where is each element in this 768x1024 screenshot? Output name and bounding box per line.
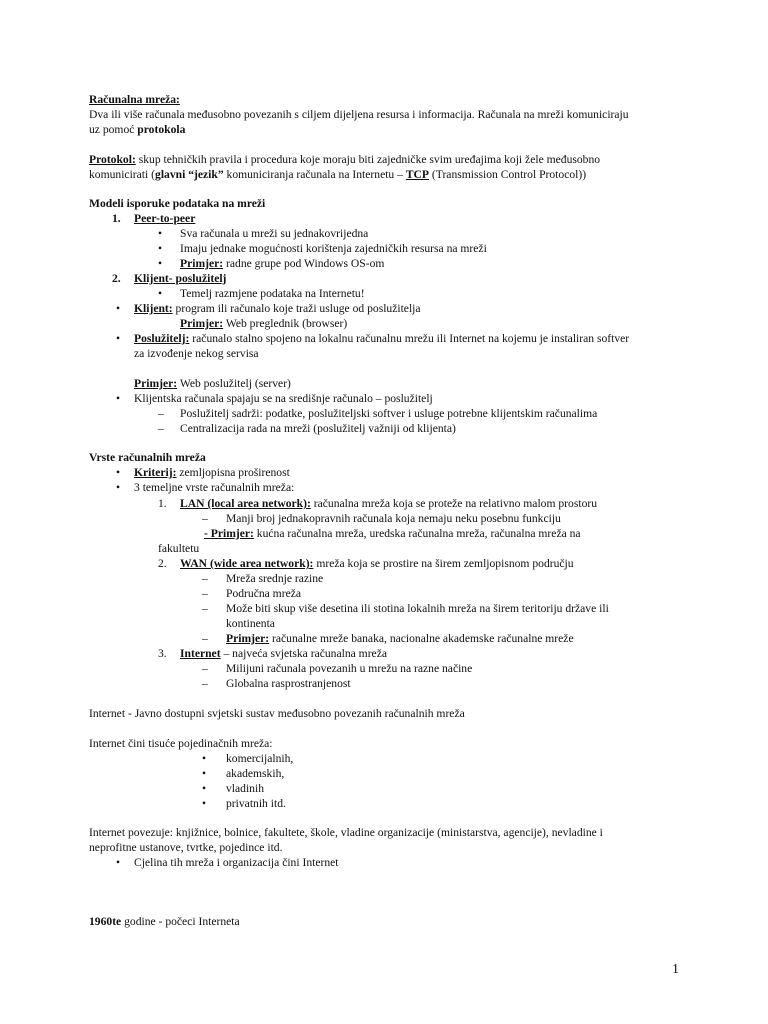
bullet-marker: • — [158, 287, 163, 300]
list-item-title: Klijent- poslužitelj — [134, 272, 227, 285]
list-item: Centralizacija rada na mreži (poslužitelj važniji od klijenta) — [180, 422, 456, 435]
list-item: Imaju jednake mogućnosti korištenja zajedničkih resursa na mreži — [180, 242, 487, 255]
list-number: 1. — [112, 212, 121, 225]
list-item: Primjer: radne grupe pod Windows OS-om — [180, 257, 385, 270]
dash-marker: – — [158, 422, 164, 435]
list-item: Mreža srednje razine — [226, 572, 324, 585]
list-item: Primjer: Web preglednik (browser) — [180, 317, 348, 330]
list-item: LAN (local area network): računalna mreža koja se proteže na relativno malom prostoru — [180, 497, 598, 510]
bullet-marker: • — [202, 797, 207, 810]
list-item: Sva računala u mreži su jednakovrijedna — [180, 227, 369, 240]
list-item: - Primjer: kućna računalna mreža, uredska računalna mreža, računalna mreža na — [204, 527, 581, 540]
list-number: 2. — [112, 272, 121, 285]
list-item: WAN (wide area network): mreža koja se prostire na širem zemljopisnom području — [180, 557, 574, 570]
bullet-marker: • — [116, 392, 121, 405]
list-item: Područna mreža — [226, 587, 302, 600]
bullet-marker: • — [202, 767, 207, 780]
list-item: Kriterij: zemljopisna proširenost — [134, 466, 290, 479]
bullet-marker: • — [202, 752, 207, 765]
list-item: kontinenta — [226, 617, 275, 630]
bullet-marker: • — [158, 227, 163, 240]
dash-marker: – — [202, 662, 208, 675]
bullet-marker: • — [158, 257, 163, 270]
bullet-marker: • — [116, 856, 121, 869]
list-item: Temelj razmjene podataka na Internetu! — [180, 287, 365, 300]
list-item: Milijuni računala povezanih u mrežu na razne načine — [226, 662, 473, 675]
paragraph-line: komunicirati (glavni “jezik” komuniciranja računala na Internetu – TCP (Transmission Control Protocol)) — [89, 168, 587, 181]
bullet-marker: • — [116, 466, 121, 479]
list-item: Cjelina tih mreža i organizacija čini Internet — [134, 856, 339, 869]
list-item: Klijentska računala spajaju se na središnje računalo – poslužitelj — [134, 392, 433, 405]
list-item: 3 temeljne vrste računalnih mreža: — [134, 481, 295, 494]
heading-vrste: Vrste računalnih mreža — [89, 451, 206, 464]
list-number: 1. — [158, 497, 167, 510]
list-number: 3. — [158, 647, 167, 660]
list-item: za izvođenje nekog servisa — [134, 347, 259, 360]
list-item: Poslužitelj sadrži: podatke, poslužiteljski softver i usluge potrebne klijentskim računalima — [180, 407, 598, 420]
paragraph-line: Dva ili više računala međusobno povezanih s ciljem dijeljena resursa i informacija. Računala na mreži komuniciraju — [89, 108, 629, 121]
heading-racunalna-mreza: Računalna mreža: — [89, 93, 180, 106]
paragraph-line: 1960te godine - počeci Interneta — [89, 915, 240, 928]
dash-marker: – — [202, 677, 208, 690]
paragraph-line: Internet čini tisuće pojedinačnih mreža: — [89, 737, 273, 750]
paragraph-line: neprofitne ustanove, tvrtke, pojedince itd. — [89, 841, 283, 854]
list-item: Manji broj jednakopravnih računala koja nemaju neku posebnu funkciju — [226, 512, 561, 525]
dash-marker: – — [202, 512, 208, 525]
list-number: 2. — [158, 557, 167, 570]
dash-marker: – — [202, 587, 208, 600]
list-item: Internet – najveća svjetska računalna mreža — [180, 647, 387, 660]
list-item: Globalna rasprostranjenost — [226, 677, 351, 690]
bullet-marker: • — [116, 332, 121, 345]
protokol-definition: Protokol: skup tehničkih pravila i procedura koje moraju biti zajedničke svim uređajima koji žele međusobno — [89, 153, 601, 166]
list-item: privatnih itd. — [226, 797, 286, 810]
list-item: vladinih — [226, 782, 264, 795]
bullet-marker: • — [202, 782, 207, 795]
dash-marker: – — [202, 632, 208, 645]
dash-marker: – — [202, 602, 208, 615]
paragraph-line: Internet povezuje: knjižnice, bolnice, fakultete, škole, vladine organizacije (ministarstva, agencije), nevladine i — [89, 826, 603, 839]
page-number: 1 — [672, 962, 679, 977]
list-item: akademskih, — [226, 767, 285, 780]
list-item: Poslužitelj: računalo stalno spojeno na lokalnu računalnu mrežu ili Internet na kojemu je instaliran softver — [134, 332, 630, 345]
list-item: komercijalnih, — [226, 752, 294, 765]
paragraph-line: uz pomoć protokola — [89, 123, 186, 136]
list-item: Primjer: Web poslužitelj (server) — [134, 377, 291, 390]
dash-marker: – — [202, 572, 208, 585]
bullet-marker: • — [116, 481, 121, 494]
list-item-title: Peer-to-peer — [134, 212, 196, 225]
list-item: Može biti skup više desetina ili stotina lokalnih mreža na širem teritoriju države ili — [226, 602, 609, 615]
list-item: fakultetu — [158, 542, 200, 555]
list-item: Primjer: računalne mreže banaka, nacionalne akademske računalne mreže — [226, 632, 574, 645]
dash-marker: – — [158, 407, 164, 420]
bullet-marker: • — [158, 242, 163, 255]
bullet-marker: • — [116, 302, 121, 315]
paragraph-line: Internet - Javno dostupni svjetski sustav međusobno povezanih računalnih mreža — [89, 707, 465, 720]
list-item: Klijent: program ili računalo koje traži usluge od poslužitelja — [134, 302, 421, 315]
heading-modeli: Modeli isporuke podataka na mreži — [89, 197, 266, 210]
